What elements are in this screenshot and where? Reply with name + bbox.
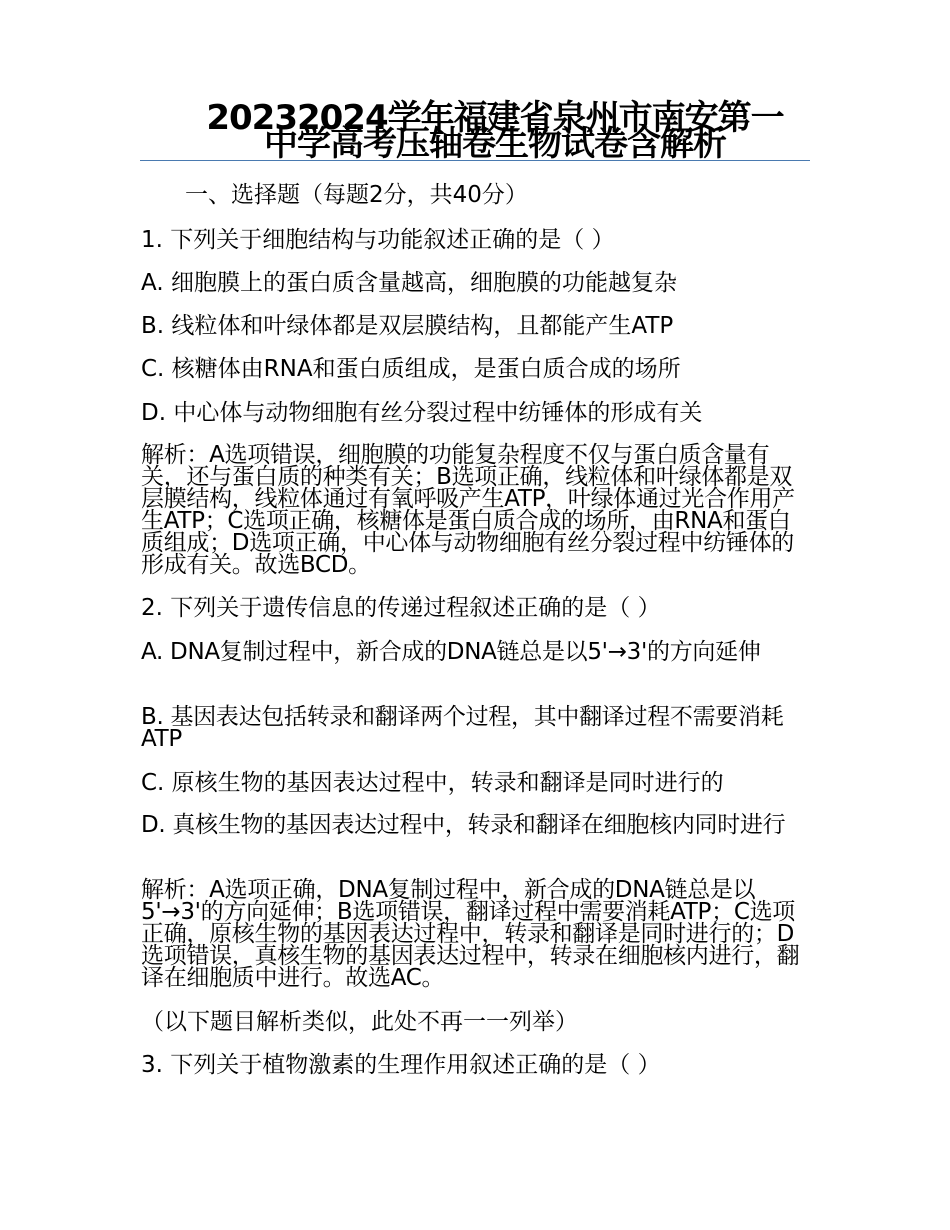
question-3-stem: 3. 下列关于植物激素的生理作用叙述正确的是（ ）: [141, 1052, 661, 1078]
document-title: 20232024学年福建省泉州市南安第一中学高考压轴卷生物试卷含解析: [206, 98, 784, 164]
question-2-option-c: C. 原核生物的基因表达过程中，转录和翻译是同时进行的: [141, 770, 724, 796]
question-2-option-a: A. DNA复制过程中，新合成的DNA链总是以5'→3'的方向延伸: [141, 639, 761, 665]
question-1-option-d: D. 中心体与动物细胞有丝分裂过程中纺锤体的形成有关: [141, 400, 703, 426]
question-1-option-a: A. 细胞膜上的蛋白质含量越高，细胞膜的功能越复杂: [141, 270, 677, 296]
question-2-stem: 2. 下列关于遗传信息的传递过程叙述正确的是（ ）: [141, 595, 661, 621]
question-2-option-b: B. 基因表达包括转录和翻译两个过程，其中翻译过程不需要消耗ATP: [141, 704, 784, 752]
question-2-analysis: 解析：A选项正确，DNA复制过程中，新合成的DNA链总是以5'→3'的方向延伸；B选项错误，翻译过程中需要消耗ATP；C选项正确，原核生物的基因表达过程中，转录和翻译是同时进行的；D选项错误，真核生物的基因表达过程中，转录在细胞核内进行，翻译在细胞质中进行。故选AC。: [141, 877, 800, 991]
question-1-option-b: B. 线粒体和叶绿体都是双层膜结构，且都能产生ATP: [141, 313, 674, 339]
question-2-option-d: D. 真核生物的基因表达过程中，转录和翻译在细胞核内同时进行: [141, 812, 786, 838]
question-1-stem: 1. 下列关于细胞结构与功能叙述正确的是（ ）: [141, 227, 615, 253]
question-1-analysis: 解析：A选项错误，细胞膜的功能复杂程度不仅与蛋白质含量有关，还与蛋白质的种类有关；B选项正确，线粒体和叶绿体都是双层膜结构，线粒体通过有氧呼吸产生ATP，叶绿体通过光合作用产生ATP；C选项正确，核糖体是蛋白质合成的场所，由RNA和蛋白质组成；D选项正确，中心体与动物细胞有丝分裂过程中纺锤体的形成有关。故选BCD。: [141, 442, 795, 578]
question-1-option-c: C. 核糖体由RNA和蛋白质组成，是蛋白质合成的场所: [141, 356, 681, 382]
omission-note: （以下题目解析类似，此处不再一一列举）: [141, 1009, 578, 1035]
title-divider: [140, 160, 810, 161]
section-heading: 一、选择题（每题2分，共40分）: [185, 182, 528, 208]
